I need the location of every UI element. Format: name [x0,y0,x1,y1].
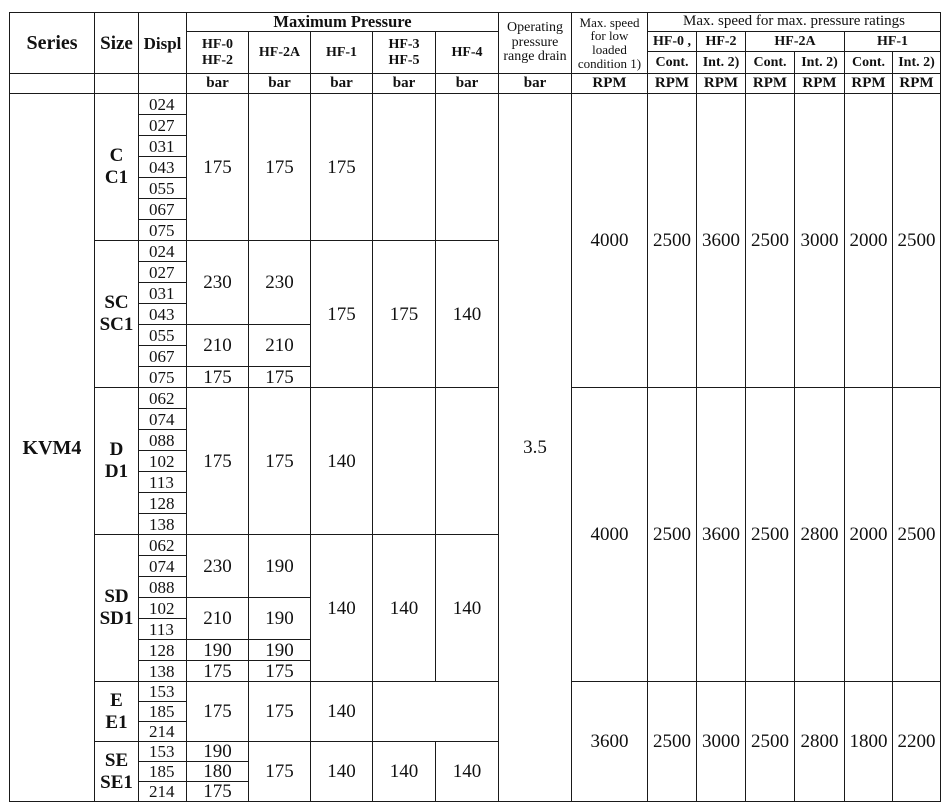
displ-cell: 185 [139,762,187,782]
pressure-cell: 210 [187,598,249,640]
speed-cell: 1800 [845,682,893,802]
cont-header: Cont. [648,52,697,74]
displ-cell: 043 [139,304,187,325]
pressure-cell: 175 [187,782,249,802]
speed-cell: 2800 [795,682,845,802]
hf2a-header: HF-2A [249,32,311,74]
pressure-cell: 230 [187,535,249,598]
hf0-hf2-header: HF-0 HF-2 [187,32,249,74]
speed-cell: 3000 [697,682,746,802]
speed-cell: 2800 [795,388,845,682]
speed-cell: 2000 [845,388,893,682]
displ-cell: 088 [139,430,187,451]
pressure-cell: 175 [187,367,249,388]
pressure-cell: 175 [187,661,249,682]
displ-cell: 128 [139,493,187,514]
displ-header: Displ [139,13,187,74]
displ-cell: 214 [139,782,187,802]
speed-hf0-header: HF-0 , [648,32,697,52]
pressure-cell: 140 [436,241,499,388]
size-cell: C C1 [95,94,139,241]
pressure-cell: 175 [187,388,249,535]
pressure-cell-empty [373,682,499,742]
speed-cell: 3000 [795,94,845,388]
pressure-cell: 230 [249,241,311,325]
pressure-cell: 175 [249,94,311,241]
unit-rpm: RPM [572,74,648,94]
size-header: Size [95,13,139,74]
displ-cell: 062 [139,535,187,556]
pressure-cell: 175 [187,682,249,742]
displ-cell: 027 [139,115,187,136]
displ-cell: 102 [139,451,187,472]
pressure-cell: 190 [249,640,311,661]
speed-cell: 2500 [648,388,697,682]
pressure-cell: 190 [187,742,249,762]
displ-cell: 102 [139,598,187,619]
speed-cell: 2500 [893,94,941,388]
unit-rpm: RPM [746,74,795,94]
speed-cell: 2500 [746,388,795,682]
speed-cell: 2200 [893,682,941,802]
displ-cell: 128 [139,640,187,661]
size-cell: E E1 [95,682,139,742]
speed-cell: 3600 [697,94,746,388]
unit-rpm: RPM [697,74,746,94]
displ-cell: 074 [139,409,187,430]
displ-cell: 138 [139,661,187,682]
pressure-speed-table [9,12,941,802]
pressure-cell: 140 [311,742,373,802]
displ-cell: 055 [139,325,187,346]
displ-cell: 027 [139,262,187,283]
displ-cell: 074 [139,556,187,577]
displ-cell: 024 [139,241,187,262]
cont-header: Cont. [845,52,893,74]
pressure-cell-empty [373,388,436,535]
pressure-cell: 140 [373,742,436,802]
pressure-cell-empty [373,94,436,241]
pressure-cell: 190 [187,640,249,661]
speed-hf2-header: HF-2 [697,32,746,52]
unit-bar: bar [187,74,249,94]
low-load-speed-cell: 4000 [572,94,648,388]
units-blank [139,74,187,94]
max-speed-ratings-header: Max. speed for max. pressure ratings [648,13,941,32]
size-cell: SD SD1 [95,535,139,682]
displ-cell: 067 [139,346,187,367]
displ-cell: 043 [139,157,187,178]
displ-cell: 113 [139,619,187,640]
speed-cell: 2500 [893,388,941,682]
series-cell: KVM4 [10,94,95,802]
displ-cell: 153 [139,742,187,762]
speed-cell: 2500 [746,682,795,802]
pressure-cell-empty [436,94,499,241]
pressure-cell: 190 [249,535,311,598]
displ-cell: 024 [139,94,187,115]
hf1-header: HF-1 [311,32,373,74]
pressure-cell: 175 [249,682,311,742]
pressure-cell: 175 [249,367,311,388]
speed-cell: 2500 [648,682,697,802]
speed-hf2a-header: HF-2A [746,32,845,52]
displ-cell: 062 [139,388,187,409]
pressure-cell: 175 [311,241,373,388]
operating-drain-header: Operating pressure range drain [499,13,572,74]
int-header: Int. 2) [795,52,845,74]
pressure-cell: 190 [249,598,311,640]
pressure-cell: 140 [436,742,499,802]
displ-cell: 031 [139,136,187,157]
size-cell: SC SC1 [95,241,139,388]
displ-cell: 153 [139,682,187,702]
unit-rpm: RPM [648,74,697,94]
pressure-cell: 230 [187,241,249,325]
unit-bar: bar [311,74,373,94]
max-speed-low-header: Max. speed for low loaded condition 1) [572,13,648,74]
displ-cell: 138 [139,514,187,535]
pressure-cell: 140 [311,388,373,535]
size-cell: D D1 [95,388,139,535]
displ-cell: 113 [139,472,187,493]
pressure-cell: 175 [249,661,311,682]
displ-cell: 067 [139,199,187,220]
int-header: Int. 2) [893,52,941,74]
pressure-cell: 210 [249,325,311,367]
displ-cell: 031 [139,283,187,304]
unit-bar: bar [499,74,572,94]
pressure-cell: 175 [373,241,436,388]
unit-rpm: RPM [795,74,845,94]
pressure-cell: 140 [311,682,373,742]
pressure-cell: 175 [249,742,311,802]
pressure-cell: 175 [249,388,311,535]
hf4-header: HF-4 [436,32,499,74]
hf3-hf5-header: HF-3 HF-5 [373,32,436,74]
max-pressure-header: Maximum Pressure [187,13,499,32]
unit-bar: bar [249,74,311,94]
pressure-cell-empty [436,388,499,535]
unit-rpm: RPM [845,74,893,94]
speed-cell: 2500 [648,94,697,388]
drain-pressure-cell: 3.5 [499,94,572,802]
units-blank [10,74,95,94]
displ-cell: 088 [139,577,187,598]
pressure-cell: 140 [436,535,499,682]
displ-cell: 075 [139,367,187,388]
speed-cell: 2500 [746,94,795,388]
cont-header: Cont. [746,52,795,74]
pressure-cell: 140 [311,535,373,682]
displ-cell: 214 [139,722,187,742]
unit-bar: bar [436,74,499,94]
series-header: Series [10,13,95,74]
speed-cell: 2000 [845,94,893,388]
displ-cell: 185 [139,702,187,722]
speed-cell: 3600 [697,388,746,682]
units-blank [95,74,139,94]
speed-hf1-header: HF-1 [845,32,941,52]
pressure-cell: 175 [311,94,373,241]
displ-cell: 075 [139,220,187,241]
pressure-cell: 140 [373,535,436,682]
displ-cell: 055 [139,178,187,199]
unit-rpm: RPM [893,74,941,94]
int-header: Int. 2) [697,52,746,74]
low-load-speed-cell: 4000 [572,388,648,682]
unit-bar: bar [373,74,436,94]
low-load-speed-cell: 3600 [572,682,648,802]
pressure-cell: 210 [187,325,249,367]
pressure-cell: 180 [187,762,249,782]
pressure-cell: 175 [187,94,249,241]
size-cell: SE SE1 [95,742,139,802]
